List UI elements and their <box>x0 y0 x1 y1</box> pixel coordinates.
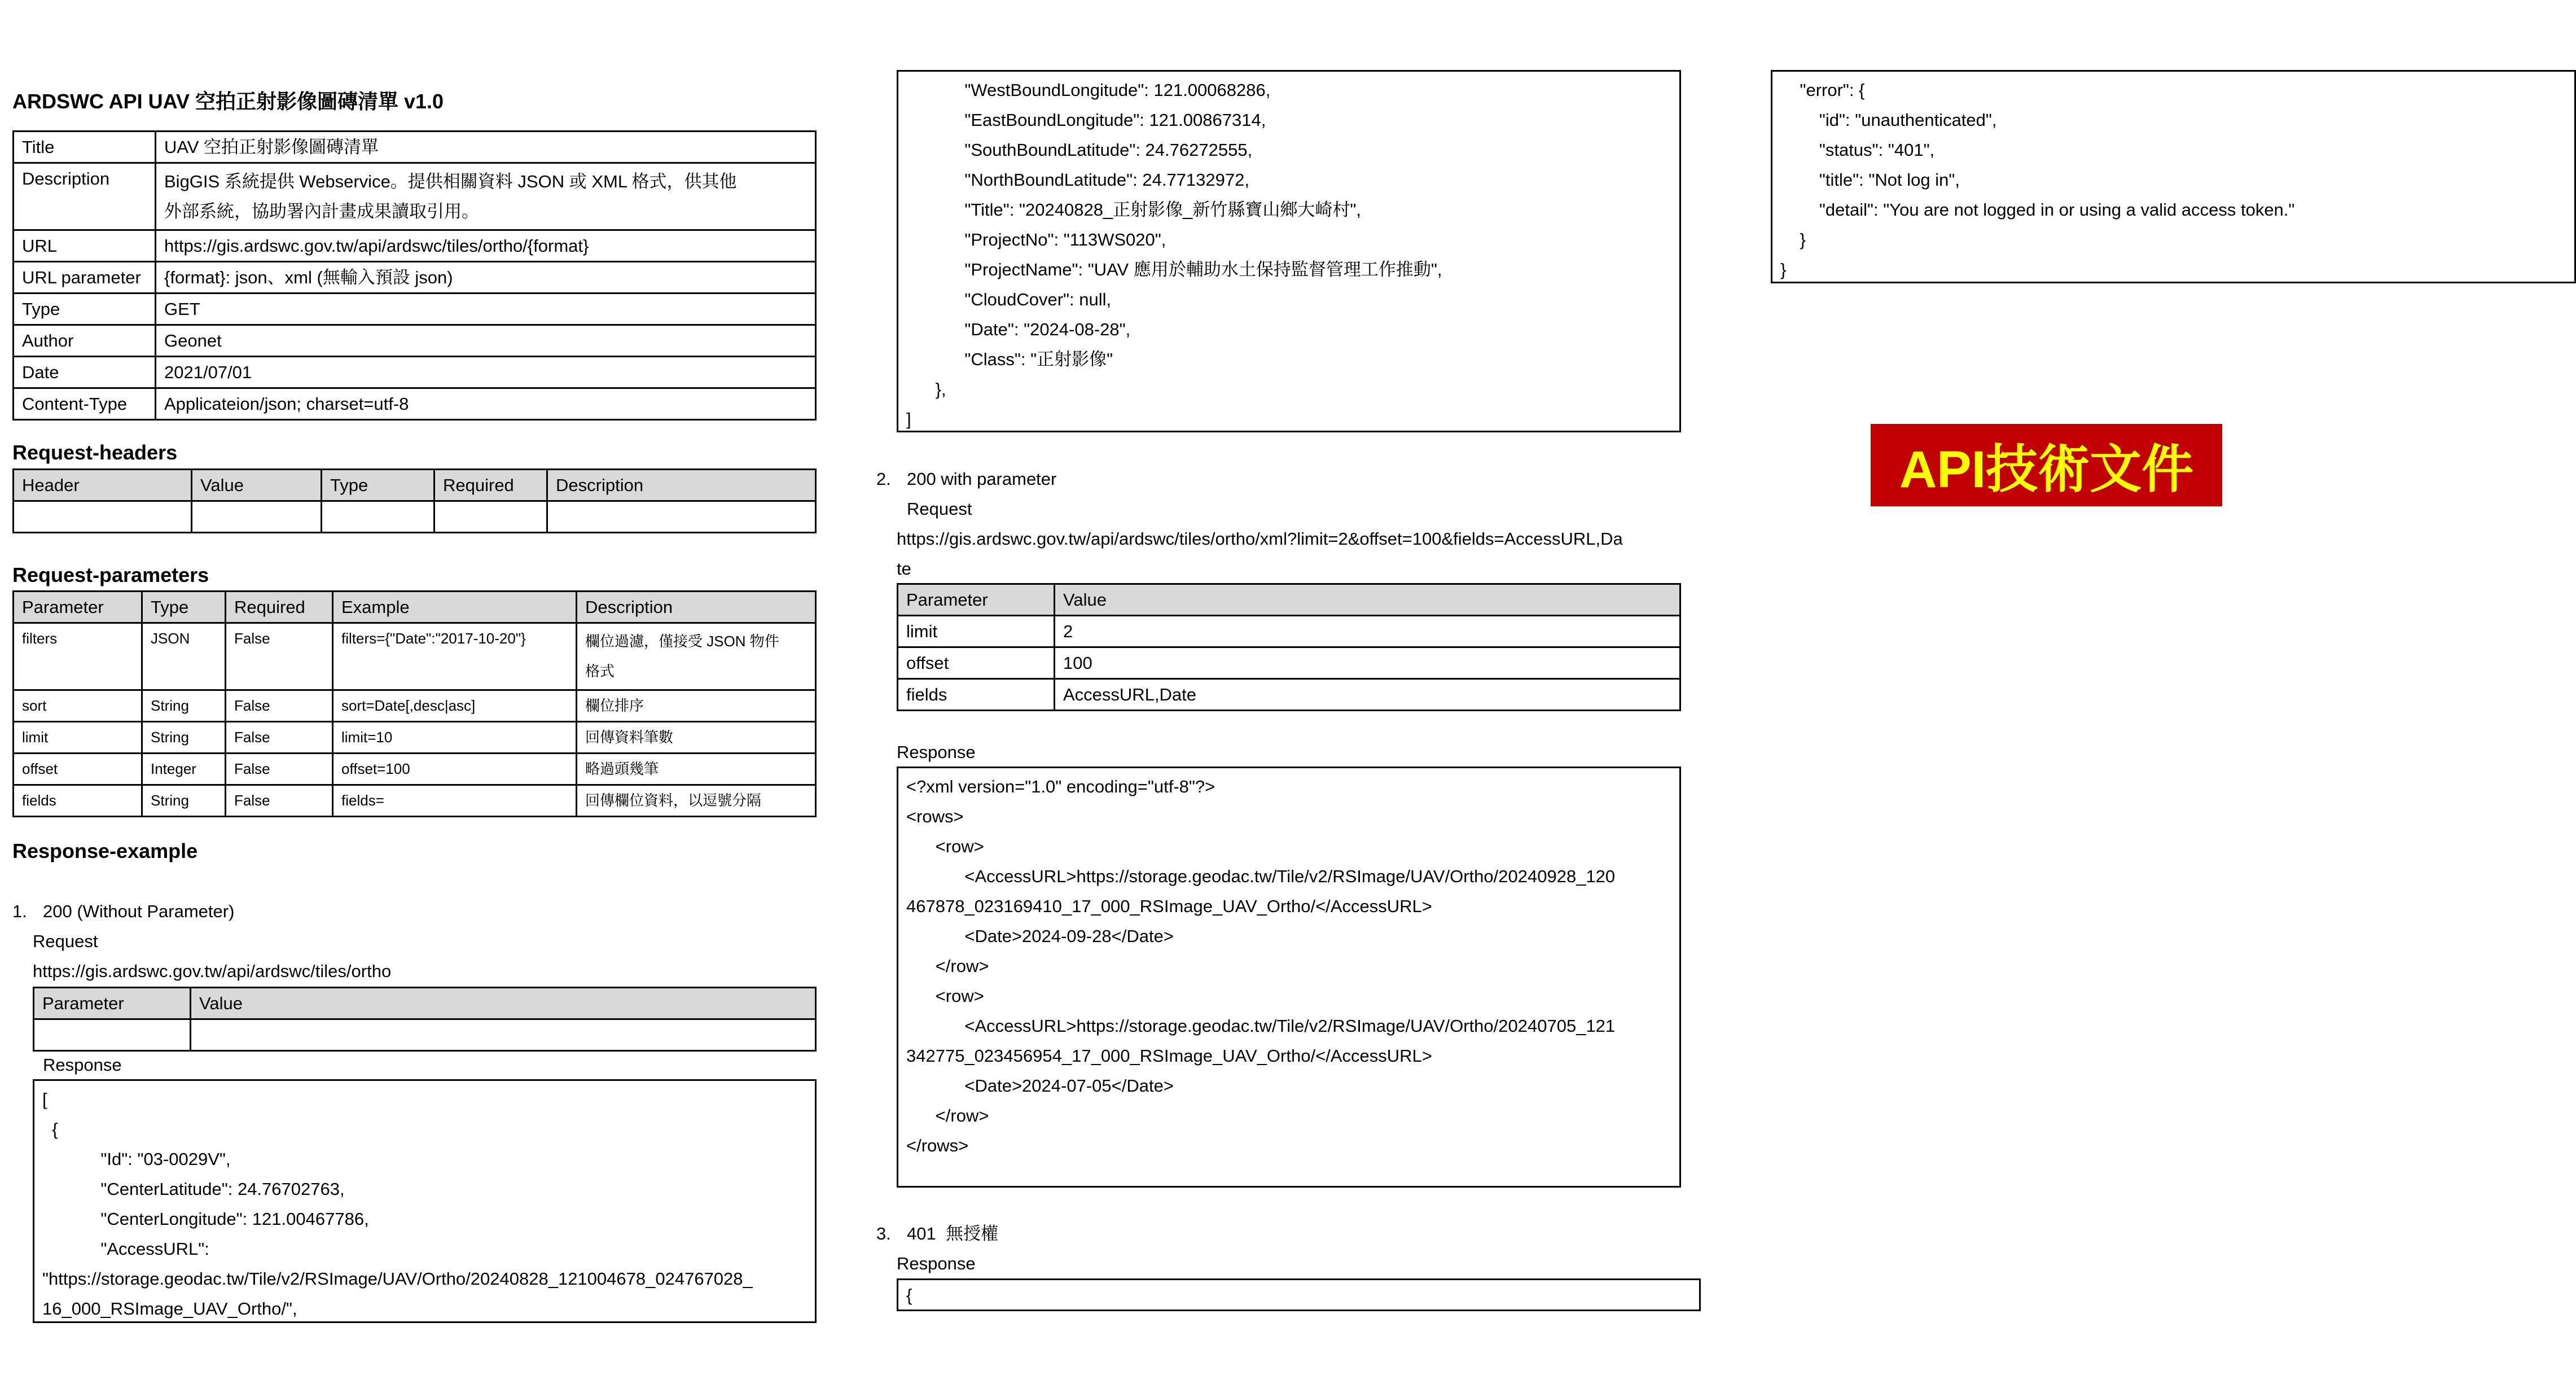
code-line: "ProjectNo": "113WS020", <box>906 230 1166 249</box>
code-line: <Date>2024-09-28</Date> <box>906 926 1174 946</box>
param-example: offset=100 <box>333 754 577 785</box>
table-row <box>14 785 816 817</box>
info-key: Type <box>14 294 156 325</box>
info-value-line: 外部系統，協助署內計畫成果讀取引用。 <box>164 202 479 221</box>
table-row <box>14 722 816 754</box>
param-type: String <box>142 690 226 722</box>
code-line: } <box>1780 230 1806 249</box>
param-required: False <box>226 690 333 722</box>
example-1-request-label: Request <box>33 931 98 951</box>
param-name: limit <box>898 616 1055 647</box>
code-line: } <box>1780 260 1787 279</box>
column-header: Value <box>191 988 816 1019</box>
example-2-response-label: Response <box>897 742 976 762</box>
param-description: 略過頭幾筆 <box>577 754 816 785</box>
example-1-number: 1. <box>12 901 27 921</box>
param-value: AccessURL,Date <box>1055 679 1680 711</box>
code-line: "id": "unauthenticated", <box>1780 110 1997 130</box>
code-line: <rows> <box>906 807 964 826</box>
code-line: "https://storage.geodac.tw/Tile/v2/RSImage/UAV/Ortho/20240828_121004678_024767028_ <box>42 1269 753 1289</box>
api-doc-badge: API技術文件 <box>1871 424 2222 506</box>
param-required: False <box>226 785 333 817</box>
table-row <box>14 754 816 785</box>
info-value-line: BigGIS 系統提供 Webservice。提供相關資料 JSON 或 XML 格式，供其他 <box>164 172 737 191</box>
info-row-url-parameter <box>14 262 816 294</box>
column-header: Parameter <box>34 988 191 1019</box>
table-row <box>898 616 1680 647</box>
example-2-request-label: Request <box>907 499 972 519</box>
column-header: Example <box>333 592 577 623</box>
code-line: "EastBoundLongitude": 121.00867314, <box>906 110 1266 130</box>
code-line: <AccessURL>https://storage.geodac.tw/Tile/v2/RSImage/UAV/Ortho/20240928_120 <box>906 866 1616 886</box>
info-value: Applicateion/json; charset=utf-8 <box>156 388 816 420</box>
table-row <box>14 690 816 722</box>
code-line: ] <box>906 409 911 429</box>
param-value: 2 <box>1055 616 1680 647</box>
request-parameters-table <box>12 590 817 817</box>
param-example: fields= <box>333 785 577 817</box>
code-line: }, <box>906 379 946 399</box>
code-line: <?xml version="1.0" encoding="utf-8"?> <box>906 777 1215 796</box>
column-header: Parameter <box>898 584 1055 616</box>
code-line: <row> <box>906 837 984 856</box>
table-row <box>14 623 816 690</box>
info-key: URL parameter <box>14 262 156 294</box>
code-line: <AccessURL>https://storage.geodac.tw/Tile/v2/RSImage/UAV/Ortho/20240705_121 <box>906 1016 1616 1036</box>
info-row-url <box>14 230 816 262</box>
info-key: Description <box>14 163 156 230</box>
example-3-response-continued-box <box>1771 70 2576 283</box>
code-line: "error": { <box>1780 80 1865 100</box>
column-header: Value <box>192 470 322 501</box>
request-parameters-heading: Request-parameters <box>12 563 209 586</box>
request-headers-table <box>12 468 817 533</box>
info-row-type <box>14 294 816 325</box>
code-line: </row> <box>906 956 989 976</box>
desc-line: 欄位過濾，僅接受 JSON 物件 <box>585 633 779 650</box>
empty-row <box>14 501 816 533</box>
param-name: offset <box>898 647 1055 679</box>
example-2-param-table <box>897 583 1681 711</box>
code-line: 342775_023456954_17_000_RSImage_UAV_Ortho/</AccessURL> <box>906 1046 1432 1066</box>
param-description: 欄位排序 <box>577 690 816 722</box>
code-line: 16_000_RSImage_UAV_Ortho/", <box>42 1299 297 1319</box>
info-value: https://gis.ardswc.gov.tw/api/ardswc/tiles/ortho/{format} <box>156 230 816 262</box>
info-key: Author <box>14 325 156 357</box>
example-1-label: 200 (Without Parameter) <box>43 901 235 921</box>
code-line: "CenterLongitude": 121.00467786, <box>42 1209 369 1229</box>
example-2-request-url: https://gis.ardswc.gov.tw/api/ardswc/tiles/ortho/xml?limit=2&offset=100&fields=AccessURL,Da <box>897 529 1623 549</box>
column-header: Parameter <box>14 592 142 623</box>
empty-row <box>34 1019 816 1051</box>
example-3-label: 401 無授權 <box>907 1224 998 1243</box>
column-header: Description <box>547 470 816 501</box>
code-line: "ProjectName": "UAV 應用於輔助水土保持監督管理工作推動", <box>906 260 1442 279</box>
example-3-response-label: Response <box>897 1254 976 1273</box>
table-row <box>898 647 1680 679</box>
param-name: offset <box>14 754 142 785</box>
code-line: { <box>906 1285 912 1305</box>
param-name: fields <box>898 679 1055 711</box>
info-key: Date <box>14 357 156 388</box>
code-line: { <box>42 1119 58 1139</box>
param-description <box>577 623 816 690</box>
column-header: Value <box>1055 584 1680 616</box>
info-value: 2021/07/01 <box>156 357 816 388</box>
code-line: </rows> <box>906 1136 969 1155</box>
response-example-heading: Response-example <box>12 839 198 862</box>
param-name: filters <box>14 623 142 690</box>
document-title: ARDSWC API UAV 空拍正射影像圖磚清單 v1.0 <box>12 90 444 113</box>
example-1-param-table <box>33 987 817 1052</box>
example-2-response-box <box>897 767 1681 1188</box>
example-2-label: 200 with parameter <box>907 469 1057 489</box>
info-row-title <box>14 132 816 163</box>
param-example: filters={"Date":"2017-10-20"} <box>333 623 577 690</box>
api-info-table <box>12 130 817 421</box>
param-type: JSON <box>142 623 226 690</box>
param-type: String <box>142 722 226 754</box>
column-header: Description <box>577 592 816 623</box>
code-line: "Date": "2024-08-28", <box>906 319 1131 339</box>
info-value: Geonet <box>156 325 816 357</box>
desc-line: 格式 <box>585 663 615 680</box>
code-line: [ <box>42 1089 47 1109</box>
code-line: "detail": "You are not logged in or using a valid access token." <box>1780 200 2295 220</box>
code-line: "title": "Not log in", <box>1780 170 1960 190</box>
param-example: sort=Date[,desc|asc] <box>333 690 577 722</box>
code-line: "status": "401", <box>1780 140 1935 160</box>
param-description: 回傳資料筆數 <box>577 722 816 754</box>
example-1-response-label: Response <box>43 1055 122 1075</box>
info-row-author <box>14 325 816 357</box>
column-header: Required <box>435 470 547 501</box>
param-name: limit <box>14 722 142 754</box>
param-name: fields <box>14 785 142 817</box>
code-line: "SouthBoundLatitude": 24.76272555, <box>906 140 1253 160</box>
code-line: "CenterLatitude": 24.76702763, <box>42 1179 345 1199</box>
info-row-description <box>14 163 816 230</box>
code-line: "Class": "正射影像" <box>906 349 1113 369</box>
code-line: "CloudCover": null, <box>906 290 1112 309</box>
info-key: Title <box>14 132 156 163</box>
table-row <box>898 679 1680 711</box>
example-1-response-box <box>33 1079 817 1323</box>
param-description: 回傳欄位資料，以逗號分隔 <box>577 785 816 817</box>
column-header: Required <box>226 592 333 623</box>
info-value: {format}: json、xml (無輸入預設 json) <box>156 262 816 294</box>
request-headers-heading: Request-headers <box>12 441 178 464</box>
info-key: URL <box>14 230 156 262</box>
code-line: "NorthBoundLatitude": 24.77132972, <box>906 170 1249 190</box>
param-required: False <box>226 623 333 690</box>
example-2-number: 2. <box>876 469 891 489</box>
info-key: Content-Type <box>14 388 156 420</box>
code-line: "WestBoundLongitude": 121.00068286, <box>906 80 1271 100</box>
code-line: "AccessURL": <box>42 1239 209 1259</box>
info-value: GET <box>156 294 816 325</box>
code-line: "Id": "03-0029V", <box>42 1149 231 1169</box>
info-value <box>156 163 816 230</box>
column-header: Type <box>322 470 435 501</box>
param-name: sort <box>14 690 142 722</box>
param-type: String <box>142 785 226 817</box>
column-header: Type <box>142 592 226 623</box>
example-3-number: 3. <box>876 1224 891 1243</box>
code-line: <Date>2024-07-05</Date> <box>906 1076 1174 1096</box>
info-row-date <box>14 357 816 388</box>
code-line: <row> <box>906 986 984 1006</box>
param-value: 100 <box>1055 647 1680 679</box>
example-2-request-url-cont: te <box>897 559 911 579</box>
code-line: 467878_023169410_17_000_RSImage_UAV_Ortho/</AccessURL> <box>906 896 1432 916</box>
param-type: Integer <box>142 754 226 785</box>
info-value: UAV 空拍正射影像圖磚清單 <box>156 132 816 163</box>
code-line: "Title": "20240828_正射影像_新竹縣寶山鄉大崎村", <box>906 200 1362 220</box>
example-1-response-continued-box <box>897 70 1681 432</box>
column-header: Header <box>14 470 192 501</box>
code-line: </row> <box>906 1106 989 1126</box>
example-3-response-box <box>897 1278 1701 1311</box>
param-required: False <box>226 722 333 754</box>
param-example: limit=10 <box>333 722 577 754</box>
param-required: False <box>226 754 333 785</box>
example-1-request-url: https://gis.ardswc.gov.tw/api/ardswc/tiles/ortho <box>33 961 392 981</box>
info-row-content-type <box>14 388 816 420</box>
